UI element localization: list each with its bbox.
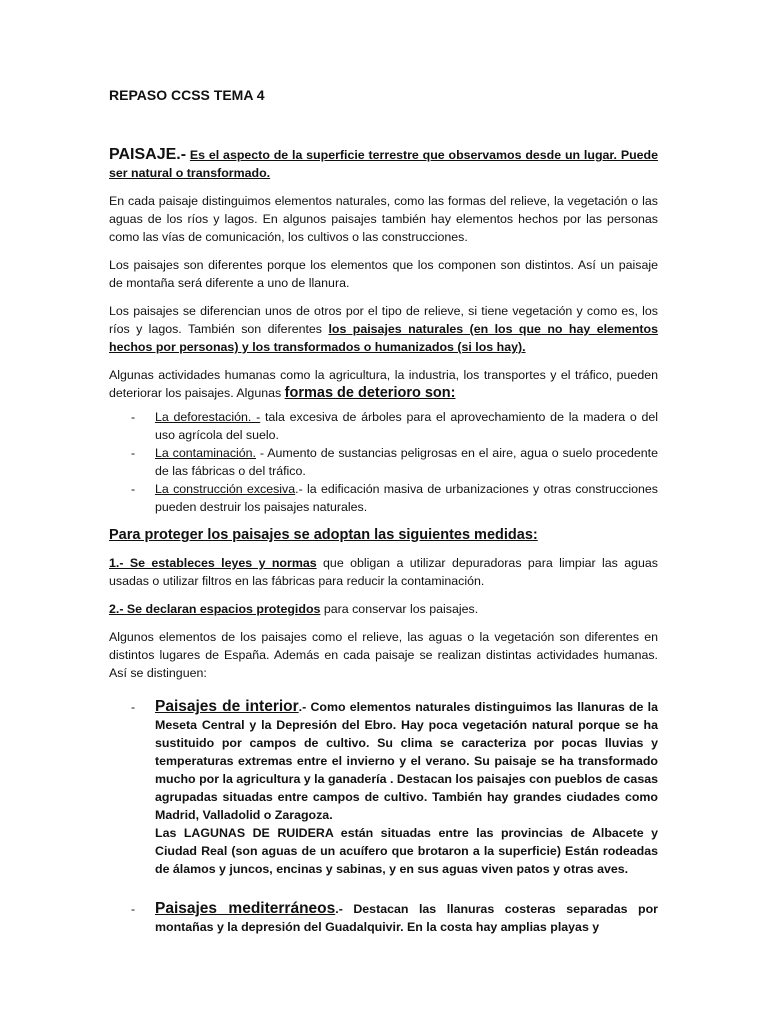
measure-1 bbox=[109, 554, 658, 590]
list-dash: - bbox=[131, 446, 136, 460]
list-dash: - bbox=[131, 482, 136, 496]
region-title: Paisajes mediterráneos bbox=[155, 900, 336, 917]
paisaje-term: PAISAJE.- bbox=[109, 146, 187, 163]
region-mediterranean bbox=[109, 900, 658, 936]
list-dash: - bbox=[131, 902, 136, 916]
paisaje-definition bbox=[109, 146, 658, 182]
paragraph-deterioration bbox=[109, 366, 658, 402]
deterioration-desc: .- la edificación masiva de urbanizaciones y otras construcciones pueden destruir los paisajes naturales. bbox=[155, 482, 659, 514]
deterioration-desc: tala excesiva de árboles para el aprovechamiento de la madera o del uso agrícola del suelo. bbox=[155, 410, 658, 442]
paragraph-spain-landscapes: Algunos elementos de los paisajes como el relieve, las aguas o la vegetación son diferentes en distintos lugares de España. Además en cada paisaje se realizan distintas actividades humanas. Así se distinguen: bbox=[109, 630, 658, 680]
measure-1-term: 1.- Se estableces leyes y normas bbox=[109, 556, 317, 570]
region-text: .- Destacan las llanuras costeras separadas por montañas y la depresión del Guadalquivir. En la costa hay amplias playas y bbox=[155, 902, 658, 934]
region-extra bbox=[155, 824, 658, 878]
deterioration-desc: - Aumento de sustancias peligrosas en el aire, agua o suelo procedente de las fábricas o del tráfico. bbox=[155, 446, 659, 478]
list-dash: - bbox=[131, 700, 136, 714]
document-content bbox=[109, 86, 658, 958]
paragraph-elements: En cada paisaje distinguimos elementos naturales, como las formas del relieve, la vegetación o las aguas de los ríos y lagos. En algunos paisajes también hay elementos hechos por las personas como las vías de comunicación, los cultivos o las construcciones. bbox=[109, 194, 658, 244]
list-item bbox=[109, 480, 658, 516]
measure-2 bbox=[109, 600, 658, 618]
ruidera-text: Las LAGUNAS DE RUIDERA están situadas entre las provincias de Albacete y Ciudad Real (son aguas de un acuífero que brotaron a la superficie) Están rodeadas de álamos y juncos, encinas y sabinas, y en sus aguas viven patos y otras aves. bbox=[155, 826, 658, 876]
list-item bbox=[109, 408, 658, 444]
protect-heading: Para proteger los paisajes se adoptan las siguientes medidas: bbox=[109, 527, 538, 543]
paragraph-natural-vs-transformed bbox=[109, 302, 658, 356]
deterioration-term: La deforestación. - bbox=[155, 410, 261, 424]
deterioration-list bbox=[109, 408, 658, 516]
measure-2-term: 2.- Se declaran espacios protegidos bbox=[109, 602, 321, 616]
region-interior bbox=[109, 698, 658, 878]
region-text: .- Como elementos naturales distinguimos las llanuras de la Meseta Central y la Depresión del Ebro. Hay poca vegetación natural porque se ha sustituido por campos de cultivo. Su clima se caracteriza por pocas lluvias y temperaturas extremas entre el invierno y el verano. Su paisaje se ha transformado mucho por la agricultura y la ganadería . Destacan los paisajes con pueblos de casas agrupadas situadas entre campos de cultivo. También hay grandes ciudades como Madrid, Valladolid o Zaragoza. bbox=[155, 700, 658, 822]
list-item bbox=[109, 444, 658, 480]
differences-text: Los paisajes se diferencian unos de otros por el tipo de relieve, si tiene vegetación y como es, los ríos y lagos. También son diferentes bbox=[109, 304, 658, 336]
measure-2-text: para conservar los paisajes. bbox=[323, 602, 479, 616]
deterioration-term: La contaminación. bbox=[155, 446, 257, 460]
list-dash: - bbox=[131, 410, 136, 424]
paisaje-definition-text: Es el aspecto de la superficie terrestre que observamos desde un lugar. Puede ser natural o transformado. bbox=[109, 148, 659, 180]
deterioration-text: Algunas actividades humanas como la agricultura, la industria, los transportes y el tráfico, pueden deteriorar los paisajes. Algunas bbox=[109, 368, 658, 400]
measure-1-text: que obligan a utilizar depuradoras para limpiar las aguas usadas o utilizar filtros en las fábricas para reducir la contaminación. bbox=[109, 556, 658, 588]
deterioration-heading: formas de deterioro son: bbox=[284, 385, 456, 401]
paragraph-differences: Los paisajes son diferentes porque los elementos que los componen son distintos. Así un paisaje de montaña será diferente a uno de llanura. bbox=[109, 258, 658, 290]
region-title: Paisajes de interior bbox=[155, 698, 299, 715]
deterioration-term: La construcción excesiva bbox=[155, 482, 296, 496]
regions-list bbox=[109, 698, 658, 936]
document-title: REPASO CCSS TEMA 4 bbox=[109, 87, 265, 103]
differences-underlined: los paisajes naturales (en los que no hay elementos hechos por personas) y los transformados o humanizados (si los hay). bbox=[109, 322, 658, 354]
